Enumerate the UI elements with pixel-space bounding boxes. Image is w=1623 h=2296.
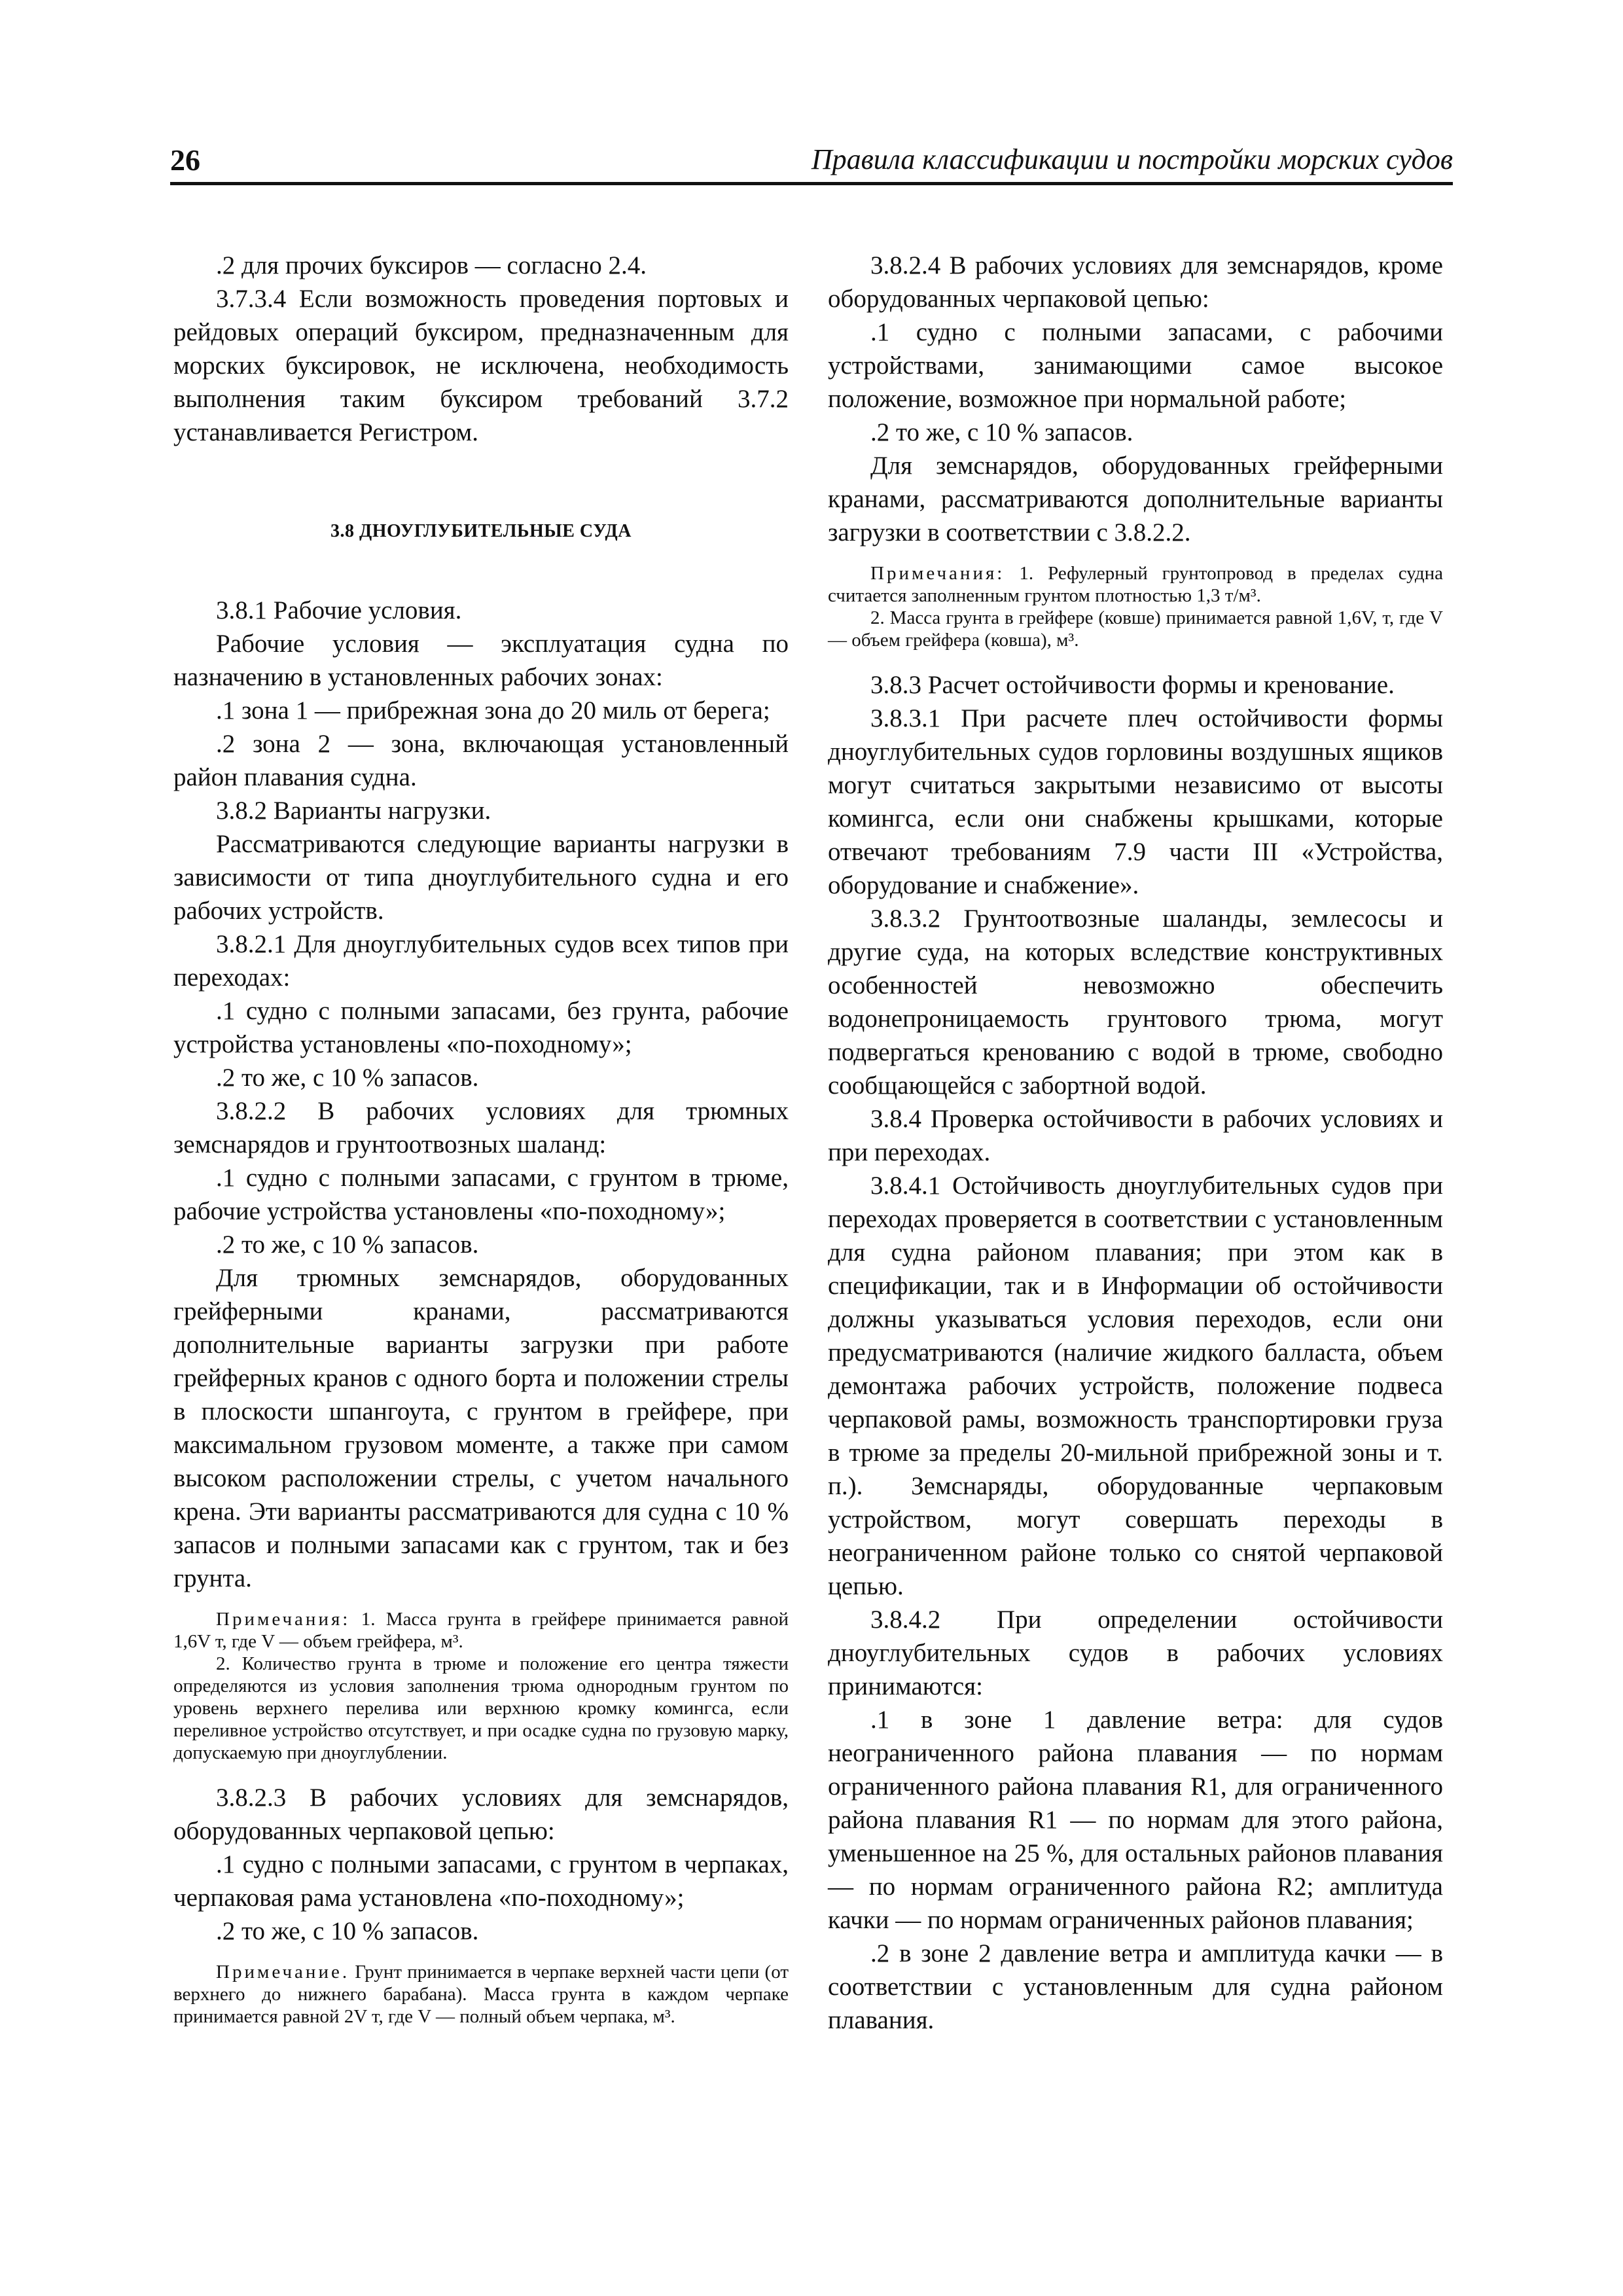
section-title: 3.8 ДНОУГЛУБИТЕЛЬНЫЕ СУДА <box>330 521 632 541</box>
note-block <box>173 1961 789 2028</box>
list-item: .1 судно с полными запасами, без грунта, рабочие устройства установлены «по-походному»; <box>173 997 789 1058</box>
list-item: .2 в зоне 2 давление ветра и амплитуда качки — в соответствии с установленным для судна районом плавания. <box>828 1939 1443 2034</box>
page-number: 26 <box>170 143 200 177</box>
paragraph: Рабочие условия — эксплуатация судна по назначению в установленных рабочих зонах: <box>173 630 789 691</box>
note-label: Примечания: <box>870 563 1005 584</box>
note-text: 1. Масса грунта в грейфере принимается равной 1,6V т, где V — объем грейфера, м³. <box>173 1609 789 1652</box>
list-item: .2 то же, с 10 % запасов. <box>216 1917 479 1945</box>
list-item: .1 судно с полными запасами, с грунтом в трюме, рабочие устройства установлены «по-походному»; <box>173 1164 789 1225</box>
list-item: .1 судно с полными запасами, с рабочими устройствами, занимающими самое высокое положение, возможное при нормальной работе; <box>828 318 1443 413</box>
paragraph: Для трюмных земснарядов, оборудованных грейферными кранами, рассматриваются дополнительные варианты загрузки при работе грейферных кранов с одного борта и положении стрелы в плоскости шпангоута, с грунтом в грейфере, при максимальном грузовом моменте, а также при самом высоком расположении стрелы, с учетом начального крена. Эти варианты рассматриваются для судна с 10 % запасов и полными запасами как с грунтом, так и без грунта. <box>173 1264 789 1592</box>
right-column <box>828 249 1443 2037</box>
note-item: 2. Масса грунта в грейфере (ковше) принимается равной 1,6V, т, где V — объем грейфера (ковша), м³. <box>828 607 1443 651</box>
subsection-heading: 3.8.1 Рабочие условия. <box>216 596 462 624</box>
left-column <box>173 249 789 2045</box>
paragraph: 3.8.4.2 При определении остойчивости дноуглубительных судов в рабочих условиях принимаются: <box>828 1605 1443 1700</box>
note-label: Примечание. <box>216 1962 350 1982</box>
paragraph: 3.8.3.1 При расчете плеч остойчивости формы дноуглубительных судов горловины воздушных ящиков могут считаться закрытыми независимо от высоты комингса, если они снабжены крышками, которые отвечают требованиям 7.9 части III «Устройства, оборудование и снабжение». <box>828 704 1443 899</box>
paragraph: 3.7.3.4 Если возможность проведения портовых и рейдовых операций буксиром, предназначенным для морских буксировок, не исключена, необходимость выполнения таким буксиром требований 3.7.2 устанавливается Регистром. <box>173 285 789 446</box>
list-item: .1 судно с полными запасами, с грунтом в черпаках, черпаковая рама установлена «по-походному»; <box>173 1850 789 1912</box>
list-item: .2 то же, с 10 % запасов. <box>216 1064 479 1092</box>
paragraph: Для земснарядов, оборудованных грейферными кранами, рассматриваются дополнительные варианты загрузки в соответствии с 3.8.2.2. <box>828 452 1443 547</box>
list-item: .1 в зоне 1 давление ветра: для судов неограниченного района плавания — по нормам ограниченного района плавания R1, для ограниченного района плавания R1 — по нормам для этого района, уменьшенное на 25 %, для остальных районов плавания — по нормам ограниченного района R2; амплитуда качки — по нормам ограниченных районов плавания; <box>828 1706 1443 1934</box>
note-label: Примечания: <box>216 1609 351 1630</box>
note-item <box>173 1961 789 2028</box>
paragraph: 3.8.2.2 В рабочих условиях для трюмных земснарядов и грунтоотвозных шаланд: <box>173 1097 789 1158</box>
note-item <box>828 562 1443 607</box>
subsection-heading: 3.8.3 Расчет остойчивости формы и кренование. <box>870 671 1395 699</box>
paragraph: 3.8.4.1 Остойчивость дноуглубительных судов при переходах проверяется в соответствии с установленным для судна районом плавания; при этом как в спецификации, так и в Информации об остойчивости должны указываться условия переходов, если они предусматриваются (наличие жидкого балласта, объем демонтажа рабочих устройств, положение подвеса черпаковой рамы, возможность транспортировки груза в трюме за пределы 20-мильной прибрежной зоны и т. п.). Земснаряды, оборудованные черпаковым устройством, могут совершать переходы в неограниченном районе только со снятой черпаковой цепью. <box>828 1172 1443 1600</box>
page-header <box>170 143 1453 185</box>
paragraph: 3.8.2.1 Для дноуглубительных судов всех типов при переходах: <box>173 930 789 992</box>
note-block <box>828 562 1443 651</box>
note-text: Грунт принимается в черпаке верхней части цепи (от верхнего до нижнего барабана). Масса грунта в каждом черпаке принимается равной 2V т, где V — полный объем черпака, м³. <box>173 1962 789 2027</box>
subsection-heading: 3.8.4 Проверка остойчивости в рабочих условиях и при переходах. <box>828 1105 1443 1166</box>
list-item: .1 зона 1 — прибрежная зона до 20 миль от берега; <box>216 696 770 725</box>
list-item: .2 зона 2 — зона, включающая установленный район плавания судна. <box>173 730 789 791</box>
paragraph: 3.8.2.4 В рабочих условиях для земснарядов, кроме оборудованных черпаковой цепью: <box>828 251 1443 313</box>
note-block <box>173 1608 789 1764</box>
list-item: .2 то же, с 10 % запасов. <box>216 1230 479 1259</box>
paragraph: Рассматриваются следующие варианты нагрузки в зависимости от типа дноуглубительного судна и его рабочих устройств. <box>173 830 789 925</box>
note-item <box>173 1608 789 1653</box>
note-item: 2. Количество грунта в трюме и положение его центра тяжести определяются из условия заполнения трюма однородным грунтом по уровень верхнего перелива или верхнюю кромку комингса, если переливное устройство отсутствует, и при осадке судна по грузовую марку, допускаемую при дноуглублении. <box>173 1653 789 1763</box>
subsection-heading: 3.8.2 Варианты нагрузки. <box>216 797 491 825</box>
paragraph: .2 для прочих буксиров — согласно 2.4. <box>216 251 647 279</box>
running-title: Правила классификации и постройки морских судов <box>811 143 1453 175</box>
paragraph: 3.8.2.3 В рабочих условиях для земснарядов, оборудованных черпаковой цепью: <box>173 1784 789 1845</box>
list-item: .2 то же, с 10 % запасов. <box>870 418 1133 446</box>
paragraph: 3.8.3.2 Грунтоотвозные шаланды, землесосы и другие суда, на которых вследствие конструктивных особенностей невозможно обеспечить водонепроницаемость грунтового трюма, могут подвергаться кренованию с водой в трюме, свободно сообщающейся с забортной водой. <box>828 905 1443 1100</box>
note-text: 1. Рефулерный грунтопровод в пределах судна считается заполненным грунтом плотностью 1,3 т/м³. <box>828 563 1444 606</box>
